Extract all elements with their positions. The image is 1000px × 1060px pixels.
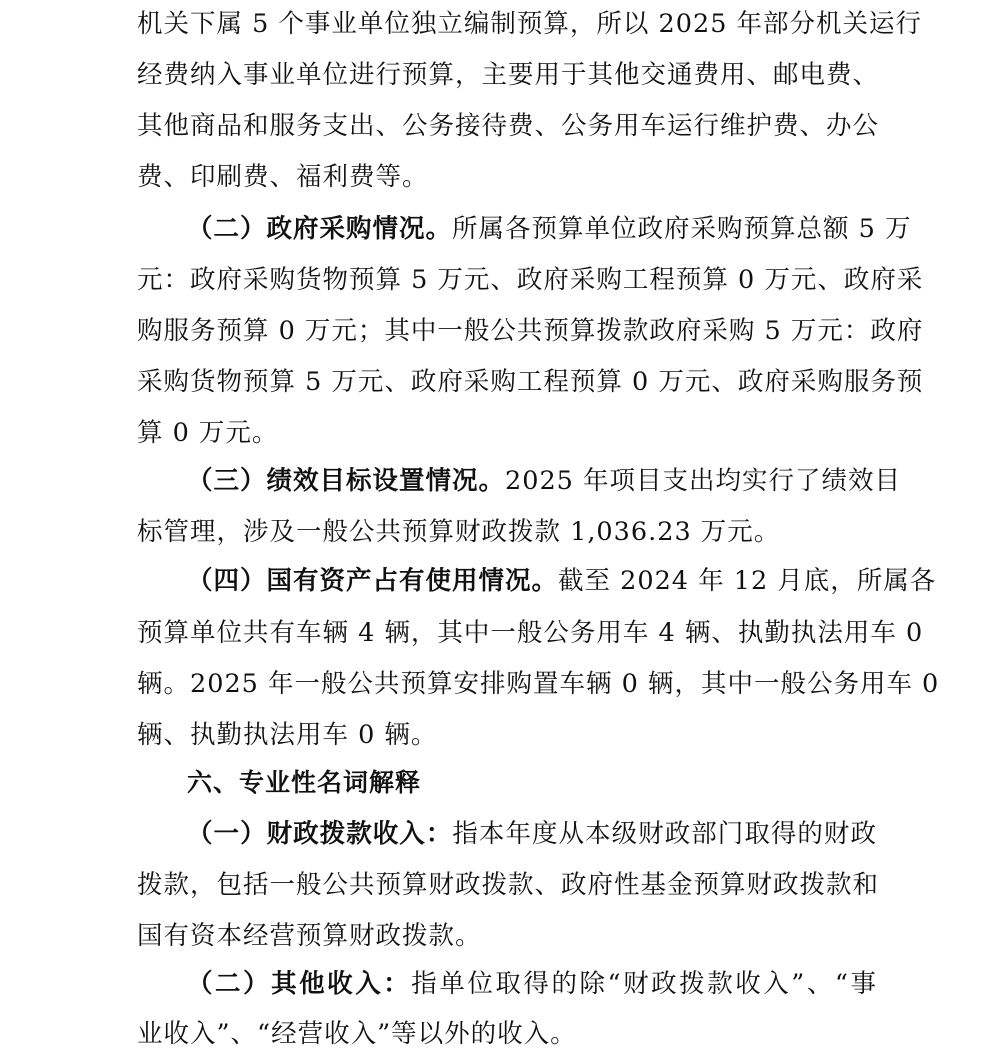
term-title: （一）财政拨款收入： (187, 819, 453, 849)
paragraph-line: （二）政府采购情况。所属各预算单位政府采购预算总额 5 万 (187, 214, 912, 244)
term-title: （二）其他收入： (187, 969, 412, 999)
paragraph-line: 购服务预算 0 万元；其中一般公共预算拨款政府采购 5 万元：政府 (137, 316, 924, 346)
paragraph-line: （一）财政拨款收入：指本年度从本级财政部门取得的财政 (187, 819, 877, 849)
paragraph-line: （四）国有资产占有使用情况。截至 2024 年 12 月底，所属各 (187, 566, 937, 596)
paragraph-line: 国有资本经营预算财政拨款。 (137, 921, 482, 951)
paragraph-line: 采购货物预算 5 万元、政府采购工程预算 0 万元、政府采购服务预 (137, 367, 924, 397)
paragraph-line: 机关下属 5 个事业单位独立编制预算，所以 2025 年部分机关运行 (137, 9, 923, 39)
paragraph-line: 元：政府采购货物预算 5 万元、政府采购工程预算 0 万元、政府采 (137, 265, 924, 295)
paragraph-line: 费、印刷费、福利费等。 (137, 162, 429, 192)
section-heading: 六、专业性名词解释 (187, 768, 422, 797)
paragraph-line: 标管理，涉及一般公共预算财政拨款 1,036.23 万元。 (137, 517, 781, 547)
paragraph-line: 辆。2025 年一般公共预算安排购置车辆 0 辆，其中一般公务用车 0 (137, 669, 940, 699)
paragraph-line: 辆、执勤执法用车 0 辆。 (137, 720, 438, 750)
paragraph-line: 其他商品和服务支出、公务接待费、公务用车运行维护费、办公 (137, 111, 880, 141)
paragraph-line: （三）绩效目标设置情况。2025 年项目支出均实行了绩效目 (187, 466, 902, 496)
subsection-title: （四）国有资产占有使用情况。 (187, 566, 559, 596)
paragraph-line: 算 0 万元。 (137, 418, 279, 448)
paragraph-line: 预算单位共有车辆 4 辆，其中一般公务用车 4 辆、执勤执法用车 0 (137, 618, 924, 648)
paragraph-line: （二）其他收入：指单位取得的除“财政拨款收入”、“事 (187, 969, 877, 999)
subsection-title: （二）政府采购情况。 (187, 214, 453, 244)
paragraph-line: 拨款，包括一般公共预算财政拨款、政府性基金预算财政拨款和 (137, 870, 880, 900)
paragraph-line: 业收入”、“经营收入”等以外的收入。 (137, 1019, 577, 1049)
subsection-title: （三）绩效目标设置情况。 (187, 466, 506, 496)
paragraph-line: 经费纳入事业单位进行预算，主要用于其他交通费用、邮电费、 (137, 60, 880, 90)
